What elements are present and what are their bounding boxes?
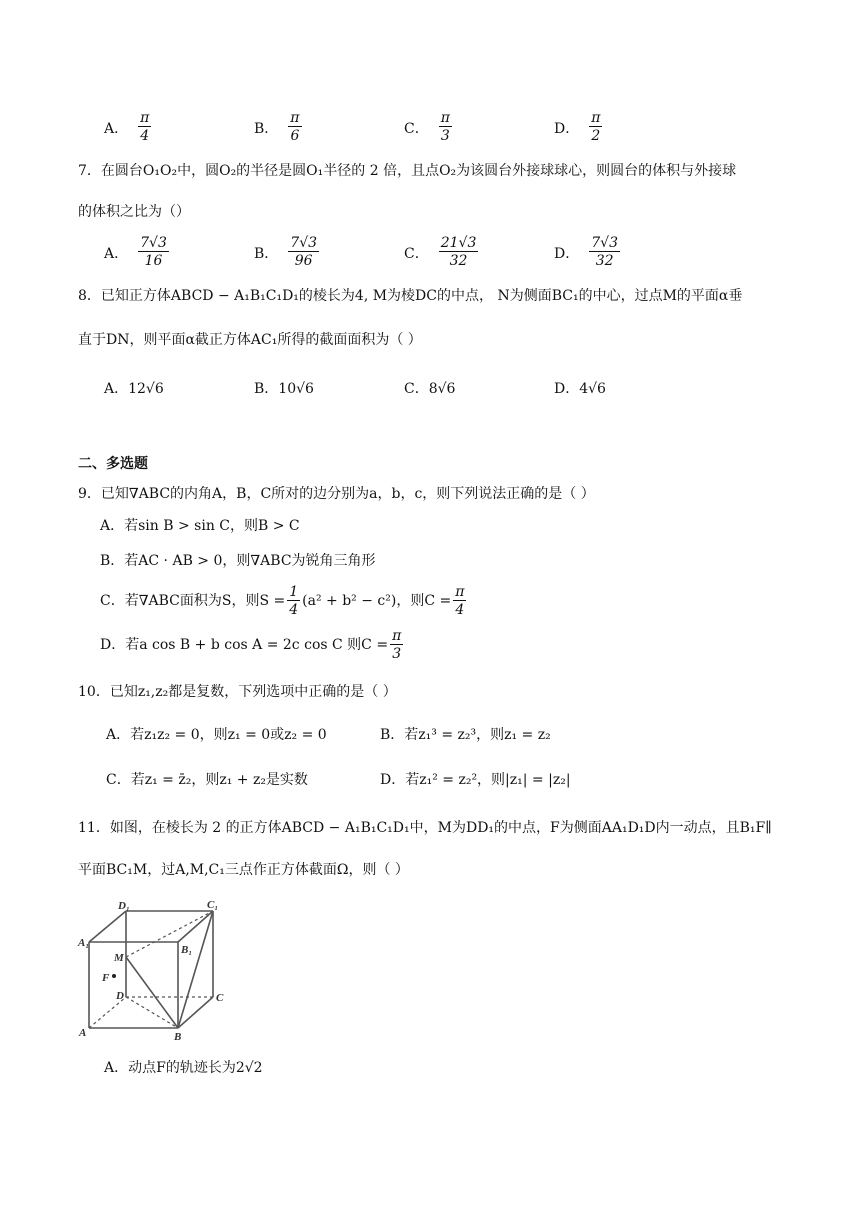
hidden-line-d-b — [126, 997, 178, 1028]
hidden-line-m-c1 — [126, 911, 213, 957]
q6-option-a: A． $\frac{\pi}{4}$ — [104, 110, 150, 144]
q8-stem-line2: 直于DN，则平面α截正方体AC₁所得的截面面积为（ ） — [78, 332, 422, 348]
line-b-c1 — [178, 911, 213, 1028]
cube-figure — [74, 896, 234, 1046]
q7-options — [104, 235, 704, 270]
q7-stem-line2: 的体积之比为（） — [78, 204, 190, 220]
q10-option-b: B．若z₁³ = z₂³，则z₁ = z₂ — [380, 727, 551, 743]
q6-option-b: B． $\frac{\pi}{6}$ — [254, 110, 300, 144]
label-f: F — [102, 972, 110, 984]
q11-stem-line1: 11．如图，在棱长为 2 的正方体ABCD − A₁B₁C₁D₁中，M为DD₁的中点，F为侧面AA₁D₁D内一动点，且B₁F∥ — [78, 820, 772, 836]
line-b-m — [126, 957, 178, 1028]
label-b1: B₁ — [181, 944, 193, 956]
label-c: C — [216, 992, 224, 1004]
q7-stem-line1: 7．在圆台O₁O₂中，圆O₂的半径是圆O₁半径的 2 倍，且点O₂为该圆台外接球球心，则圆台的体积与外接球 — [78, 163, 737, 179]
q11-stem-line2: 平面BC₁M，过A,M,C₁三点作正方体截面Ω，则（ ） — [78, 862, 409, 878]
fraction: $\frac{\pi}{6}$ — [290, 110, 300, 144]
fraction: $\frac{7√3}{16}$ — [140, 235, 167, 269]
q10-stem: 10．已知z₁,z₂都是复数，下列选项中正确的是（ ） — [78, 684, 397, 700]
fraction: $\frac{\pi}{2}$ — [591, 110, 601, 144]
label-a1: A₁ — [78, 937, 90, 949]
point-f — [112, 974, 116, 978]
fraction: $\frac{\pi}{3}$ — [440, 110, 450, 144]
fraction: $\frac{7√3}{32}$ — [591, 235, 618, 269]
q7-option-a: A． $\frac{7√3}{16}$ — [104, 235, 167, 269]
fraction: $\frac{\pi}{4}$ — [140, 110, 150, 144]
q7-option-d: D． $\frac{7√3}{32}$ — [554, 235, 618, 269]
q8-option-d: D．4√6 — [554, 381, 606, 397]
label-d: D — [116, 990, 124, 1002]
fraction: $\frac{7√3}{96}$ — [290, 235, 318, 269]
fraction: $\frac{\pi}{3}$ — [392, 628, 402, 662]
q9-option-b: B．若AC · AB > 0，则∇ABC为锐角三角形 — [100, 553, 376, 569]
fraction: $\frac{\pi}{4}$ — [455, 584, 465, 618]
q9-option-a: A．若sin B > sin C，则B > C — [100, 518, 300, 534]
label-b: B — [174, 1031, 182, 1043]
q8-stem-line1: 8．已知正方体ABCD − A₁B₁C₁D₁的棱长为4, M为棱DC的中点， N为侧面BC₁的中心，过点M的平面α垂 — [78, 288, 743, 304]
q8-options — [104, 378, 704, 398]
label-m: M — [114, 952, 124, 964]
q10-option-a: A．若z₁z₂ = 0，则z₁ = 0或z₂ = 0 — [106, 727, 327, 743]
q7-option-c: C． $\frac{21√3}{32}$ — [404, 235, 477, 269]
label-a: A — [79, 1027, 87, 1039]
label-c1: C₁ — [207, 899, 219, 911]
fraction: $\frac{1}{4}$ — [289, 584, 299, 618]
fraction: $\frac{21√3}{32}$ — [440, 235, 477, 269]
q8-option-c: C．8√6 — [404, 381, 456, 397]
q9-stem: 9．已知∇ABC的内角A，B，C所对的边分别为a，b，c，则下列说法正确的是（ ） — [78, 486, 595, 502]
q6-options — [104, 110, 704, 145]
section-heading: 二、多选题 — [78, 456, 148, 472]
q9-option-c: C．若∇ABC面积为S，则S = $\frac{1}{4}$ (a² + b² − c²)，则C = $\frac{\pi}{4}$ — [100, 584, 465, 618]
q10-option-d: D．若z₁² = z₂²，则|z₁| = |z₂| — [380, 772, 571, 788]
q11-option-a: A．动点F的轨迹长为2√2 — [104, 1060, 263, 1076]
edge-a1-d1 — [89, 911, 126, 942]
label-d1: D₁ — [118, 900, 130, 912]
q8-option-a: A．12√6 — [104, 381, 164, 397]
q8-option-b: B．10√6 — [254, 381, 314, 397]
q10-option-c: C．若z₁ = z̄₂，则z₁ + z₂是实数 — [106, 772, 308, 788]
q6-option-c: C． $\frac{\pi}{3}$ — [404, 110, 450, 144]
q9-option-d: D．若a cos B + b cos A = 2c cos C 则C = $\frac{\pi}{3}$ — [100, 628, 402, 662]
q6-option-d: D． $\frac{\pi}{2}$ — [554, 110, 601, 144]
q7-option-b: B． $\frac{7√3}{96}$ — [254, 235, 318, 269]
